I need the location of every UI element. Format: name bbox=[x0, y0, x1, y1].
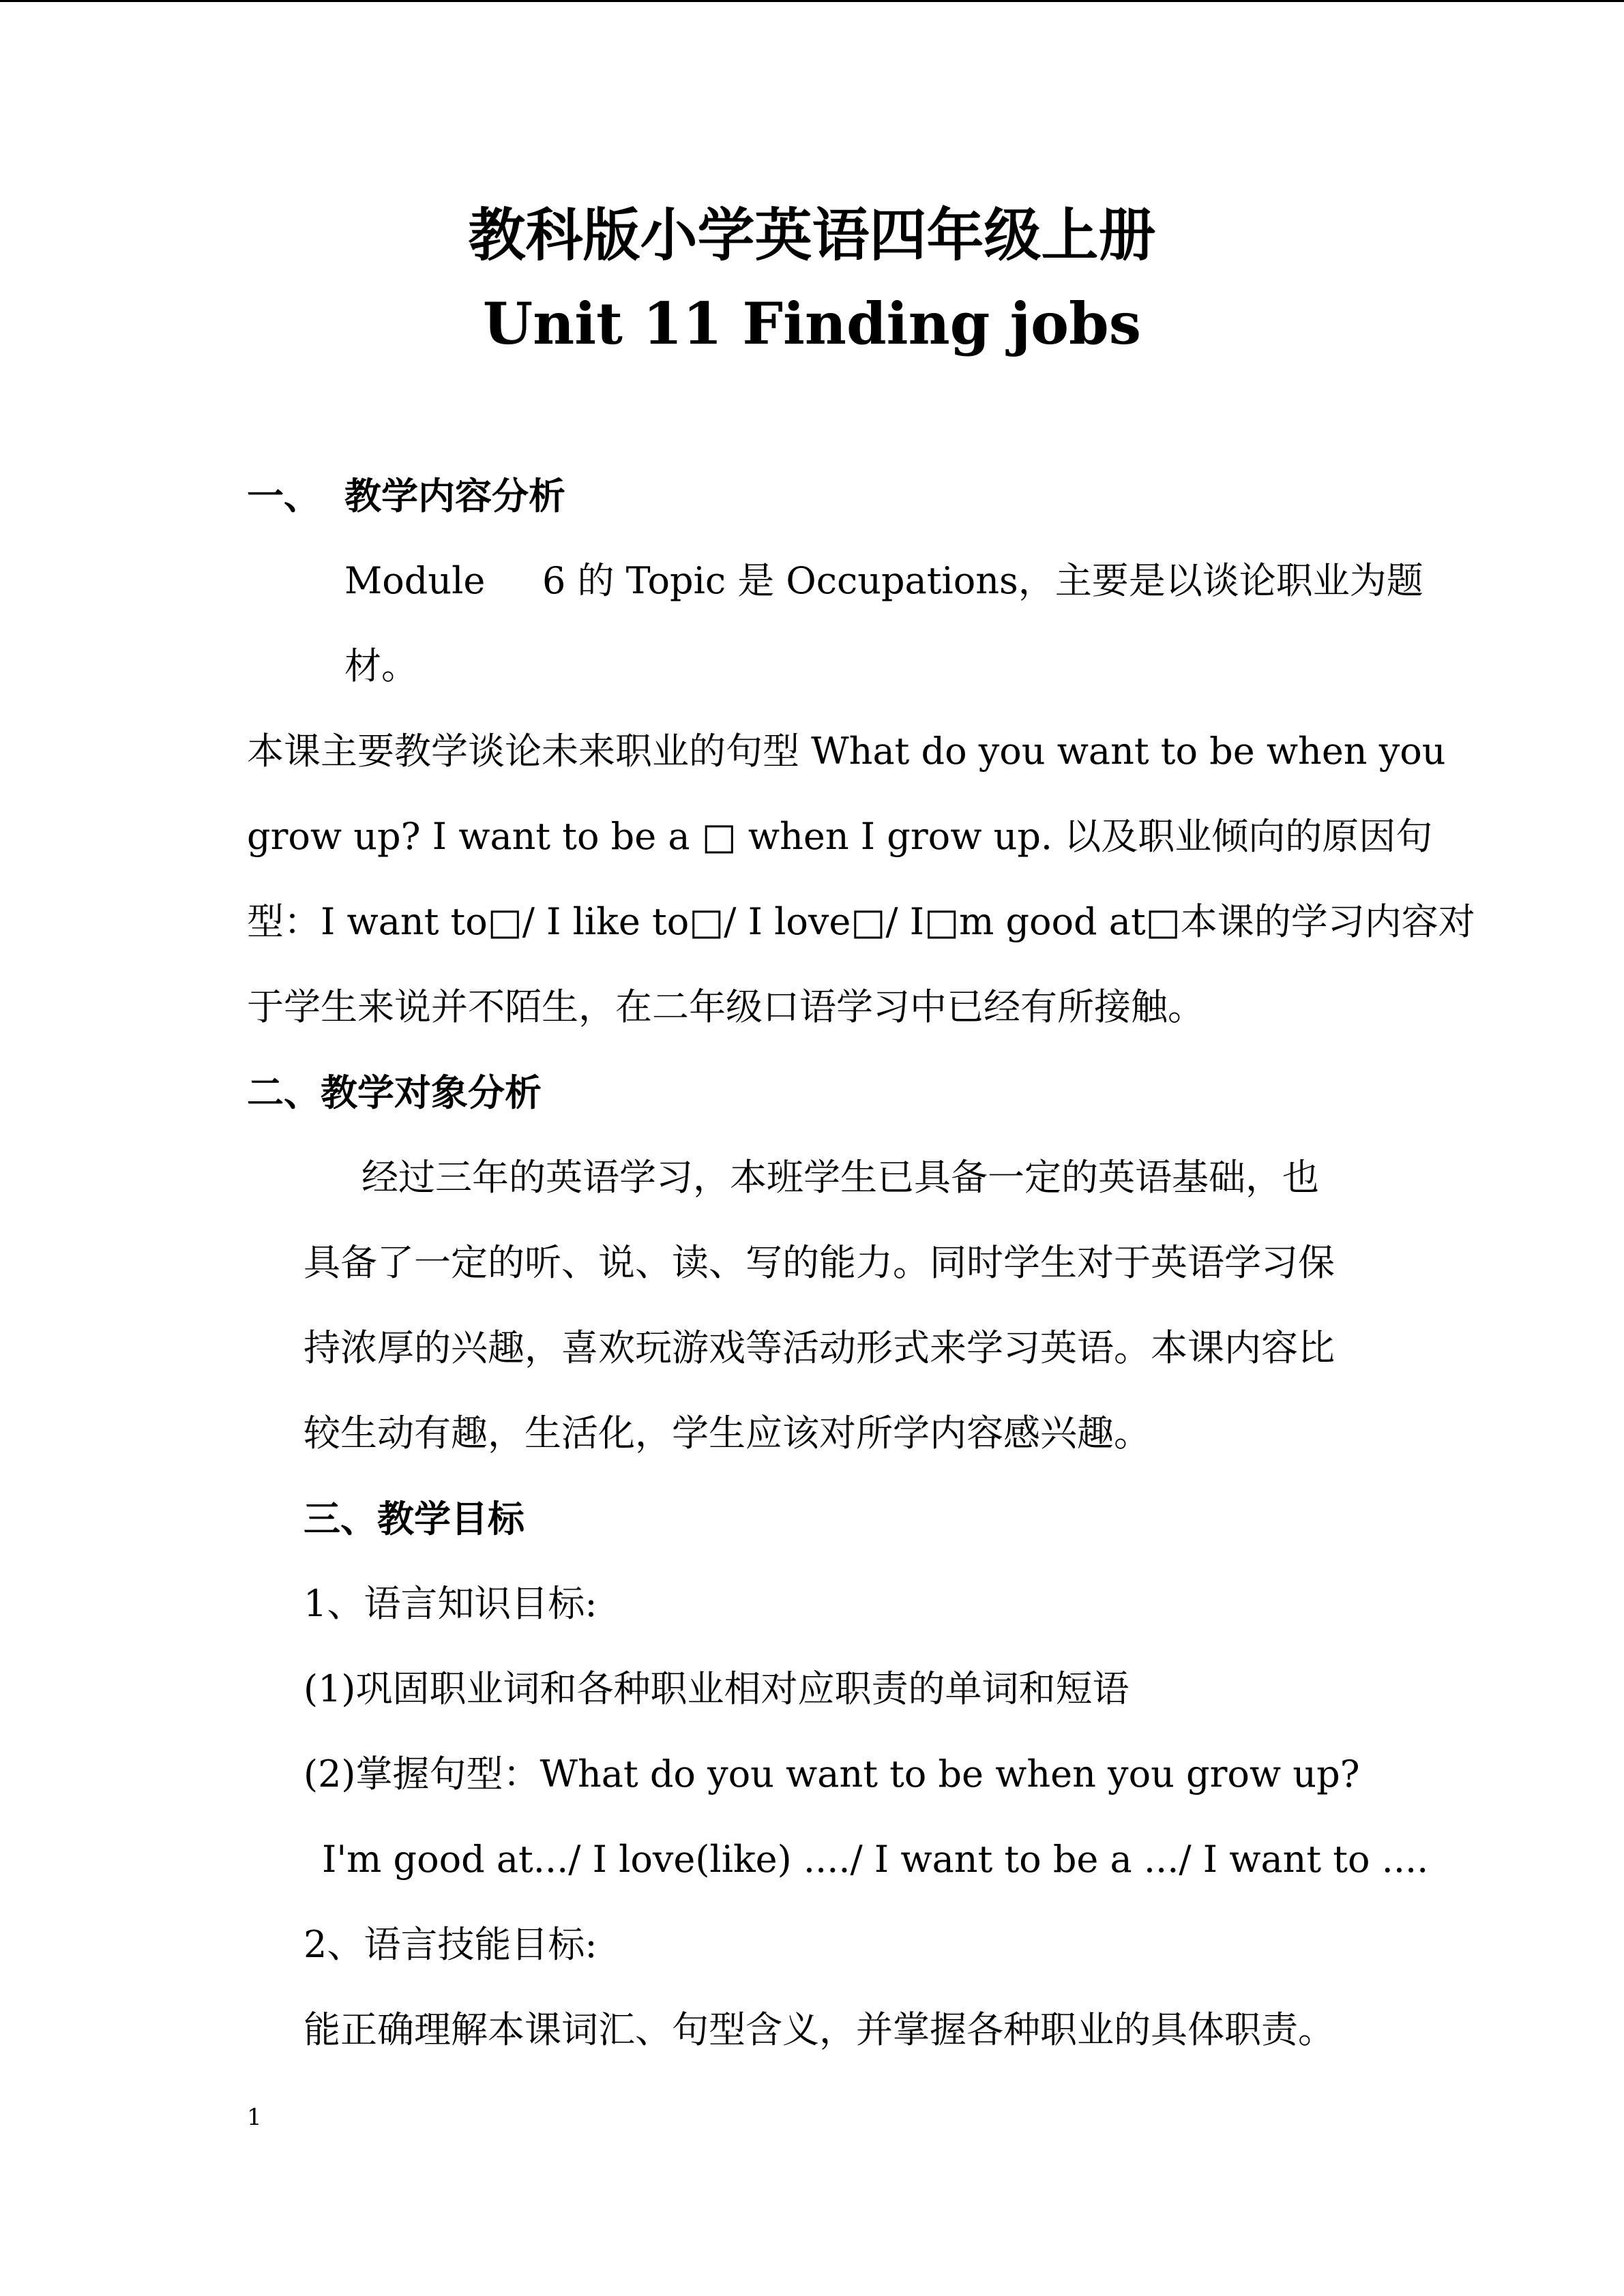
section1-line1-text: 6 的 Topic 是 Occupations，主要是以谈论职业为题 bbox=[542, 559, 1423, 602]
section1-line1-module: Module bbox=[344, 559, 486, 602]
section1-line6: 于学生来说并不陌生，在二年级口语学习中已经有所接触。 bbox=[247, 985, 1205, 1028]
page-number: 1 bbox=[247, 2104, 262, 2131]
objective-language-knowledge: 1、语言知识目标: bbox=[304, 1582, 597, 1625]
section3-heading: 三、教学目标 bbox=[304, 1497, 525, 1540]
top-border-line bbox=[0, 0, 1624, 2]
objective-item-2: (2)掌握句型：What do you want to be when you grow up? bbox=[304, 1753, 1360, 1795]
section2-line1: 经过三年的英语学习，本班学生已具备一定的英语基础，也 bbox=[361, 1156, 1319, 1199]
section1-heading: 教学内容分析 bbox=[344, 474, 565, 518]
section2-line3: 持浓厚的兴趣，喜欢玩游戏等活动形式来学习英语。本课内容比 bbox=[304, 1326, 1335, 1369]
section1-line3: 本课主要教学谈论未来职业的句型 What do you want to be when you bbox=[247, 730, 1446, 773]
section2-line4: 较生动有趣，生活化，学生应该对所学内容感兴趣。 bbox=[304, 1412, 1151, 1455]
document-title-english: Unit 11 Finding jobs bbox=[482, 290, 1142, 357]
objective-skills-text: 能正确理解本课词汇、句型含义，并掌握各种职业的具体职责。 bbox=[304, 2008, 1335, 2051]
objective-item-1: (1)巩固职业词和各种职业相对应职责的单词和短语 bbox=[304, 1667, 1130, 1710]
section1-line2: 材。 bbox=[344, 644, 418, 687]
section1-line4: grow up? I want to be a □ when I grow up. 以及职业倾向的原因句 bbox=[247, 815, 1433, 858]
section2-heading: 二、教学对象分析 bbox=[247, 1071, 542, 1114]
section2-line2: 具备了一定的听、说、读、写的能力。同时学生对于英语学习保 bbox=[304, 1241, 1335, 1284]
document-title-chinese: 教科版小学英语四年级上册 bbox=[468, 201, 1156, 269]
objective-sentence-patterns: I'm good at.../ I love(like) ..../ I want to be a .../ I want to .... bbox=[322, 1838, 1429, 1881]
section1-line5: 型：I want to□/ I like to□/ I love□/ I□m good at□本课的学习内容对 bbox=[247, 900, 1475, 943]
section1-heading-number: 一、 bbox=[247, 474, 321, 518]
objective-language-skills: 2、语言技能目标: bbox=[304, 1923, 597, 1966]
